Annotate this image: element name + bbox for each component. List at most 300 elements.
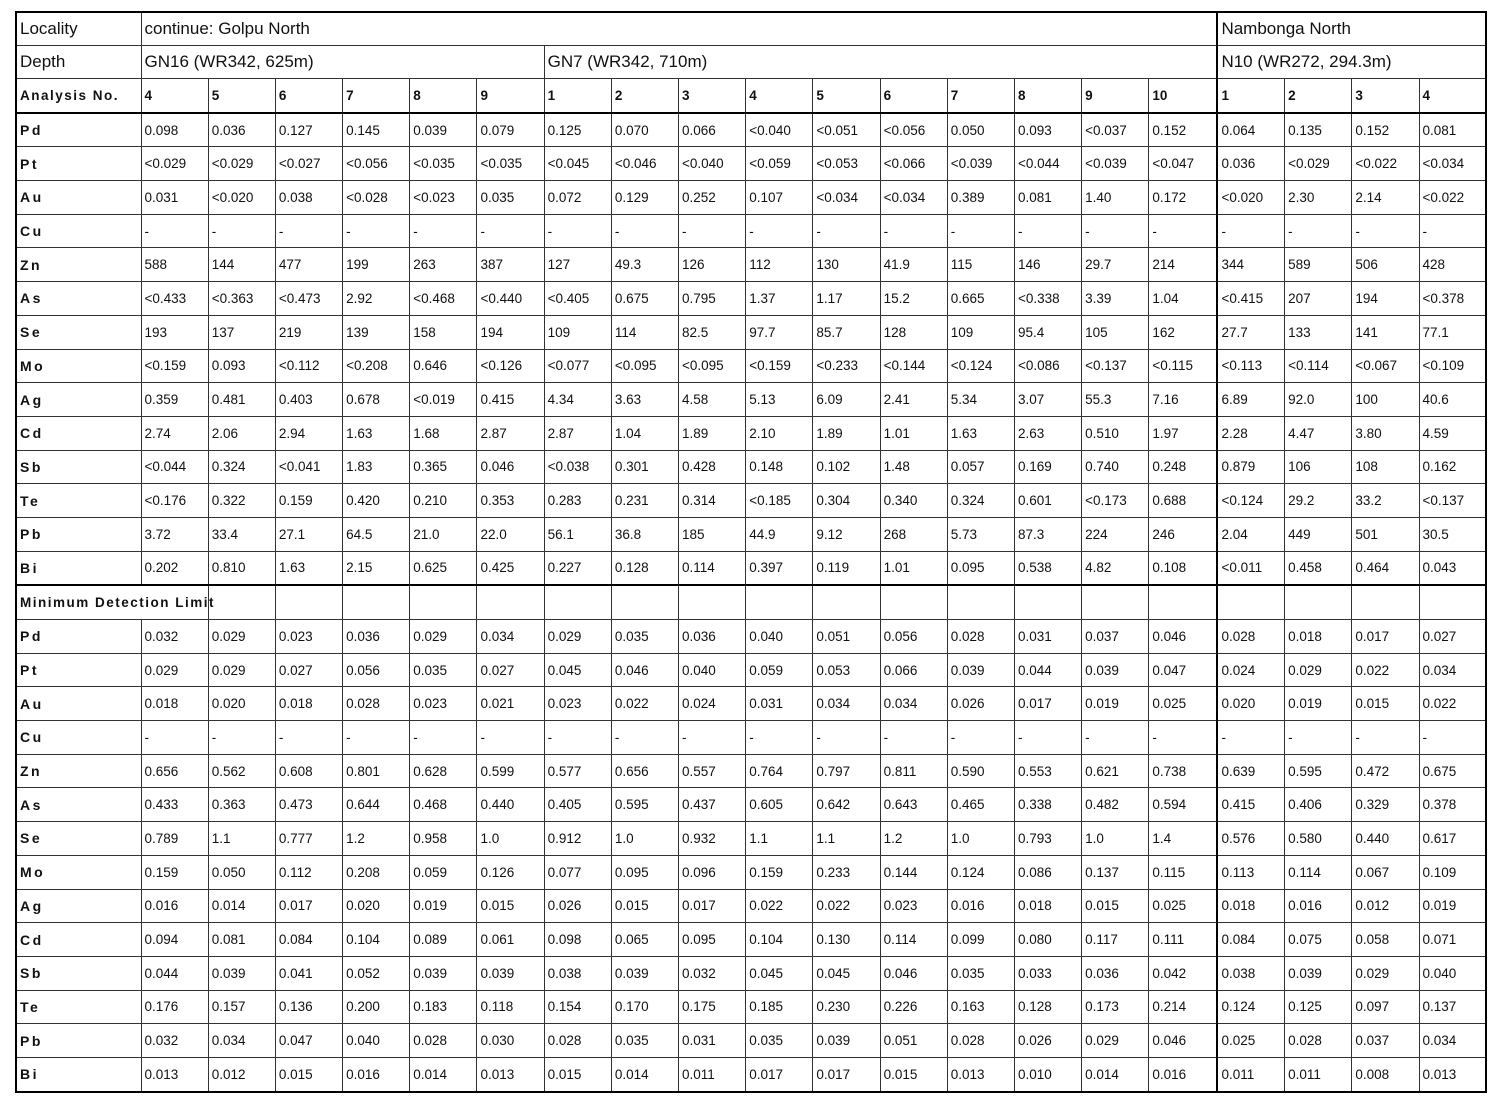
- analysis-number: 4: [746, 79, 813, 113]
- table-cell: <0.039: [947, 147, 1014, 181]
- table-cell: <0.112: [275, 349, 342, 383]
- table-cell: 0.016: [343, 1057, 410, 1091]
- table-cell: 0.029: [1082, 1024, 1149, 1058]
- table-cell: 0.045: [746, 956, 813, 990]
- table-cell: 0.029: [208, 653, 275, 687]
- table-cell: 0.159: [141, 855, 208, 889]
- table-cell: 0.026: [544, 889, 611, 923]
- table-cell: -: [410, 721, 477, 755]
- table-cell: 2.63: [1014, 416, 1081, 450]
- table-cell: 0.036: [1217, 147, 1284, 181]
- table-cell: 130: [813, 248, 880, 282]
- analysis-number: 4: [1419, 79, 1486, 113]
- table-cell: <0.433: [141, 282, 208, 316]
- table-cell: 2.04: [1217, 517, 1284, 551]
- table-cell: 0.071: [1419, 923, 1486, 957]
- table-cell: <0.059: [746, 147, 813, 181]
- table-cell: 0.024: [679, 687, 746, 721]
- table-cell: 0.124: [947, 855, 1014, 889]
- table-cell: 0.013: [947, 1057, 1014, 1091]
- table-cell: 2.41: [880, 383, 947, 417]
- table-cell: 0.019: [1082, 687, 1149, 721]
- table-cell: <0.473: [275, 282, 342, 316]
- table-cell: 0.067: [1352, 855, 1419, 889]
- table-cell: 0.112: [275, 855, 342, 889]
- table-cell: 0.015: [611, 889, 678, 923]
- table-cell: 56.1: [544, 517, 611, 551]
- table-cell: 0.011: [1285, 1057, 1352, 1091]
- table-cell: 0.042: [1149, 956, 1218, 990]
- table-cell: -: [611, 721, 678, 755]
- depth-label: Depth: [16, 46, 141, 79]
- table-cell: 0.066: [679, 113, 746, 147]
- table-cell: 0.023: [275, 620, 342, 654]
- element-label: Cd: [16, 416, 141, 450]
- table-cell: 1.63: [275, 551, 342, 585]
- table-cell: 0.022: [611, 687, 678, 721]
- table-cell: 214: [1149, 248, 1218, 282]
- table-cell: [746, 585, 813, 619]
- table-cell: 2.87: [544, 416, 611, 450]
- table-cell: 0.013: [477, 1057, 544, 1091]
- table-cell: 0.015: [1082, 889, 1149, 923]
- table-cell: 0.109: [1419, 855, 1486, 889]
- table-cell: <0.020: [208, 181, 275, 215]
- table-cell: -: [1285, 721, 1352, 755]
- element-label: Se: [16, 315, 141, 349]
- table-cell: -: [343, 721, 410, 755]
- table-cell: 0.013: [1419, 1057, 1486, 1091]
- table-cell: 0.034: [477, 620, 544, 654]
- table-cell: 1.01: [880, 551, 947, 585]
- analysis-number: 9: [477, 79, 544, 113]
- table-cell: <0.037: [1082, 113, 1149, 147]
- table-cell: [1285, 585, 1352, 619]
- table-cell: 2.14: [1352, 181, 1419, 215]
- table-cell: <0.029: [1285, 147, 1352, 181]
- analysis-number: 3: [1352, 79, 1419, 113]
- table-cell: 185: [679, 517, 746, 551]
- table-cell: 0.058: [1352, 923, 1419, 957]
- analysis-number: 3: [679, 79, 746, 113]
- table-cell: -: [1149, 214, 1218, 248]
- table-cell: -: [947, 214, 1014, 248]
- table-cell: 2.15: [343, 551, 410, 585]
- table-cell: 0.035: [477, 181, 544, 215]
- table-row: [16, 450, 1486, 484]
- table-cell: 0.144: [880, 855, 947, 889]
- table-cell: 4.59: [1419, 416, 1486, 450]
- table-cell: 0.013: [141, 1057, 208, 1091]
- element-label: Cd: [16, 923, 141, 957]
- table-cell: 0.029: [208, 620, 275, 654]
- table-cell: -: [1014, 721, 1081, 755]
- table-cell: 0.688: [1149, 484, 1218, 518]
- table-cell: 0.027: [477, 653, 544, 687]
- table-cell: 0.034: [880, 687, 947, 721]
- table-cell: 0.646: [410, 349, 477, 383]
- table-cell: <0.077: [544, 349, 611, 383]
- table-cell: -: [1419, 214, 1486, 248]
- table-cell: 263: [410, 248, 477, 282]
- table-cell: 0.231: [611, 484, 678, 518]
- table-cell: <0.051: [813, 113, 880, 147]
- table-cell: 0.329: [1352, 788, 1419, 822]
- table-cell: <0.044: [1014, 147, 1081, 181]
- table-cell: 0.064: [1217, 113, 1284, 147]
- table-cell: 0.557: [679, 754, 746, 788]
- table-row: [16, 416, 1486, 450]
- table-cell: <0.137: [1082, 349, 1149, 383]
- table-cell: 0.433: [141, 788, 208, 822]
- table-cell: 139: [343, 315, 410, 349]
- table-cell: 0.137: [1082, 855, 1149, 889]
- table-cell: -: [1082, 721, 1149, 755]
- table-cell: 0.050: [947, 113, 1014, 147]
- table-cell: 0.019: [1419, 889, 1486, 923]
- table-row: [16, 517, 1486, 551]
- table-cell: 22.0: [477, 517, 544, 551]
- table-cell: 0.353: [477, 484, 544, 518]
- table-cell: 0.059: [746, 653, 813, 687]
- table-cell: 0.437: [679, 788, 746, 822]
- table-row: [16, 923, 1486, 957]
- table-cell: [947, 585, 1014, 619]
- table-cell: 0.675: [611, 282, 678, 316]
- table-cell: 1.1: [746, 822, 813, 856]
- table-cell: 0.022: [746, 889, 813, 923]
- table-cell: 1.89: [813, 416, 880, 450]
- table-cell: 0.075: [1285, 923, 1352, 957]
- table-cell: 0.044: [141, 956, 208, 990]
- table-cell: 0.018: [1285, 620, 1352, 654]
- table-cell: 0.114: [679, 551, 746, 585]
- locality-golpu: continue: Golpu North: [141, 12, 1217, 46]
- table-cell: 1.0: [1082, 822, 1149, 856]
- element-label: Te: [16, 484, 141, 518]
- table-cell: 40.6: [1419, 383, 1486, 417]
- table-cell: -: [1419, 721, 1486, 755]
- table-cell: 0.114: [880, 923, 947, 957]
- table-cell: 246: [1149, 517, 1218, 551]
- table-cell: 0.047: [1149, 653, 1218, 687]
- table-cell: 0.117: [1082, 923, 1149, 957]
- table-cell: 2.10: [746, 416, 813, 450]
- table-cell: 0.018: [141, 687, 208, 721]
- table-cell: <0.124: [1217, 484, 1284, 518]
- table-cell: 0.789: [141, 822, 208, 856]
- analysis-number: 2: [611, 79, 678, 113]
- table-cell: -: [275, 721, 342, 755]
- table-cell: 0.012: [1352, 889, 1419, 923]
- table-cell: 0.628: [410, 754, 477, 788]
- table-cell: 0.031: [1014, 620, 1081, 654]
- table-cell: [410, 585, 477, 619]
- table-cell: 0.039: [947, 653, 1014, 687]
- table-cell: 0.008: [1352, 1057, 1419, 1091]
- table-cell: 0.028: [544, 1024, 611, 1058]
- table-cell: 0.053: [813, 653, 880, 687]
- table-cell: -: [208, 214, 275, 248]
- table-cell: <0.363: [208, 282, 275, 316]
- table-cell: 2.06: [208, 416, 275, 450]
- table-cell: <0.047: [1149, 147, 1218, 181]
- table-cell: 1.0: [947, 822, 1014, 856]
- table-cell: 4.34: [544, 383, 611, 417]
- table-cell: 9.12: [813, 517, 880, 551]
- table-cell: 2.28: [1217, 416, 1284, 450]
- table-cell: 0.118: [477, 990, 544, 1024]
- table-cell: <0.044: [141, 450, 208, 484]
- table-cell: 0.163: [947, 990, 1014, 1024]
- element-label: Pd: [16, 113, 141, 147]
- analysis-table: [15, 11, 1487, 1093]
- locality-nambonga: Nambonga North: [1217, 12, 1486, 46]
- table-cell: 0.015: [880, 1057, 947, 1091]
- table-cell: 0.018: [1217, 889, 1284, 923]
- table-cell: 0.039: [410, 113, 477, 147]
- table-cell: 0.017: [813, 1057, 880, 1091]
- table-cell: [679, 585, 746, 619]
- table-cell: 0.012: [208, 1057, 275, 1091]
- table-cell: <0.338: [1014, 282, 1081, 316]
- table-cell: <0.019: [410, 383, 477, 417]
- table-cell: 0.227: [544, 551, 611, 585]
- table-row: [16, 1057, 1486, 1091]
- table-cell: 0.016: [947, 889, 1014, 923]
- table-cell: 1.04: [611, 416, 678, 450]
- table-cell: 1.17: [813, 282, 880, 316]
- table-cell: 0.159: [746, 855, 813, 889]
- table-cell: 27.7: [1217, 315, 1284, 349]
- table-cell: [1419, 585, 1486, 619]
- table-cell: 0.621: [1082, 754, 1149, 788]
- table-row: [16, 788, 1486, 822]
- table-cell: 0.061: [477, 923, 544, 957]
- analysis-label: Analysis No.: [16, 79, 141, 113]
- element-label: As: [16, 788, 141, 822]
- table-cell: -: [477, 214, 544, 248]
- table-row: [16, 214, 1486, 248]
- table-cell: 0.175: [679, 990, 746, 1024]
- table-cell: 0.562: [208, 754, 275, 788]
- table-cell: 1.63: [343, 416, 410, 450]
- table-cell: <0.034: [813, 181, 880, 215]
- table-cell: 0.932: [679, 822, 746, 856]
- table-cell: 0.099: [947, 923, 1014, 957]
- table-row: [16, 687, 1486, 721]
- table-cell: 0.599: [477, 754, 544, 788]
- table-cell: <0.159: [746, 349, 813, 383]
- table-cell: 0.644: [343, 788, 410, 822]
- table-cell: 0.340: [880, 484, 947, 518]
- table-cell: 1.40: [1082, 181, 1149, 215]
- table-cell: <0.405: [544, 282, 611, 316]
- table-cell: 0.032: [141, 1024, 208, 1058]
- table-cell: 0.051: [813, 620, 880, 654]
- table-cell: -: [813, 721, 880, 755]
- table-cell: 0.026: [1014, 1024, 1081, 1058]
- table-cell: <0.468: [410, 282, 477, 316]
- table-cell: 0.030: [477, 1024, 544, 1058]
- table-cell: 0.675: [1419, 754, 1486, 788]
- table-cell: 2.30: [1285, 181, 1352, 215]
- table-cell: 33.4: [208, 517, 275, 551]
- table-row: [16, 484, 1486, 518]
- table-cell: [813, 585, 880, 619]
- table-cell: 0.018: [275, 687, 342, 721]
- table-cell: 501: [1352, 517, 1419, 551]
- element-label: Se: [16, 822, 141, 856]
- table-cell: 27.1: [275, 517, 342, 551]
- table-cell: 0.324: [208, 450, 275, 484]
- analysis-number: 5: [208, 79, 275, 113]
- table-cell: 0.617: [1419, 822, 1486, 856]
- table-cell: 100: [1352, 383, 1419, 417]
- table-cell: 0.044: [1014, 653, 1081, 687]
- table-cell: 0.738: [1149, 754, 1218, 788]
- locality-row: [16, 12, 1486, 46]
- table-cell: <0.046: [611, 147, 678, 181]
- table-cell: 0.084: [275, 923, 342, 957]
- table-cell: 137: [208, 315, 275, 349]
- table-cell: 0.108: [1149, 551, 1218, 585]
- table-cell: 0.811: [880, 754, 947, 788]
- table-cell: <0.056: [880, 113, 947, 147]
- element-label: Bi: [16, 1057, 141, 1091]
- table-cell: 0.035: [611, 620, 678, 654]
- table-cell: 0.425: [477, 551, 544, 585]
- table-cell: 6.09: [813, 383, 880, 417]
- table-cell: 0.428: [679, 450, 746, 484]
- table-cell: <0.053: [813, 147, 880, 181]
- table-cell: 1.89: [679, 416, 746, 450]
- table-cell: [1217, 585, 1284, 619]
- analysis-number: 10: [1149, 79, 1218, 113]
- table-cell: 0.046: [1149, 620, 1218, 654]
- table-cell: 128: [880, 315, 947, 349]
- table-row: [16, 990, 1486, 1024]
- table-cell: -: [679, 214, 746, 248]
- table-cell: 158: [410, 315, 477, 349]
- table-cell: 0.405: [544, 788, 611, 822]
- table-cell: <0.066: [880, 147, 947, 181]
- table-cell: 0.322: [208, 484, 275, 518]
- element-label: Sb: [16, 450, 141, 484]
- table-cell: 0.338: [1014, 788, 1081, 822]
- table-cell: 0.027: [275, 653, 342, 687]
- table-row: [16, 181, 1486, 215]
- table-cell: 0.029: [544, 620, 611, 654]
- table-cell: 1.1: [208, 822, 275, 856]
- table-cell: 95.4: [1014, 315, 1081, 349]
- locality-label: Locality: [16, 12, 141, 46]
- table-cell: 0.011: [679, 1057, 746, 1091]
- table-cell: 1.4: [1149, 822, 1218, 856]
- table-cell: 0.014: [611, 1057, 678, 1091]
- table-cell: 0.027: [1419, 620, 1486, 654]
- table-cell: 1.2: [880, 822, 947, 856]
- table-cell: <0.038: [544, 450, 611, 484]
- table-row: [16, 147, 1486, 181]
- table-cell: 0.079: [477, 113, 544, 147]
- table-cell: <0.114: [1285, 349, 1352, 383]
- analysis-number: 6: [880, 79, 947, 113]
- element-label: Sb: [16, 956, 141, 990]
- element-label: Zn: [16, 248, 141, 282]
- table-cell: 0.041: [275, 956, 342, 990]
- table-cell: 1.68: [410, 416, 477, 450]
- table-cell: <0.233: [813, 349, 880, 383]
- table-cell: 1.83: [343, 450, 410, 484]
- table-cell: 2.94: [275, 416, 342, 450]
- table-cell: -: [746, 721, 813, 755]
- table-cell: <0.035: [477, 147, 544, 181]
- table-cell: <0.124: [947, 349, 1014, 383]
- table-cell: <0.022: [1352, 147, 1419, 181]
- table-cell: 0.040: [1419, 956, 1486, 990]
- table-cell: -: [343, 214, 410, 248]
- table-cell: 3.63: [611, 383, 678, 417]
- table-cell: 506: [1352, 248, 1419, 282]
- table-cell: 0.015: [544, 1057, 611, 1091]
- table-cell: <0.113: [1217, 349, 1284, 383]
- table-cell: 0.465: [947, 788, 1014, 822]
- table-row: [16, 653, 1486, 687]
- table-row: [16, 113, 1486, 147]
- table-cell: 2.87: [477, 416, 544, 450]
- table-cell: 92.0: [1285, 383, 1352, 417]
- table-row: [16, 282, 1486, 316]
- table-cell: 0.642: [813, 788, 880, 822]
- table-cell: <0.115: [1149, 349, 1218, 383]
- table-cell: <0.020: [1217, 181, 1284, 215]
- table-cell: 0.066: [880, 653, 947, 687]
- table-cell: 29.2: [1285, 484, 1352, 518]
- table-cell: 0.039: [208, 956, 275, 990]
- table-cell: [1014, 585, 1081, 619]
- table-cell: 5.13: [746, 383, 813, 417]
- table-cell: <0.022: [1419, 181, 1486, 215]
- table-cell: 0.172: [1149, 181, 1218, 215]
- table-cell: -: [1014, 214, 1081, 248]
- table-cell: 194: [477, 315, 544, 349]
- table-cell: <0.095: [679, 349, 746, 383]
- table-cell: 0.639: [1217, 754, 1284, 788]
- table-cell: 0.034: [208, 1024, 275, 1058]
- table-cell: 21.0: [410, 517, 477, 551]
- table-cell: 0.415: [1217, 788, 1284, 822]
- table-cell: 0.036: [679, 620, 746, 654]
- table-cell: 0.093: [1014, 113, 1081, 147]
- table-cell: 0.029: [1352, 956, 1419, 990]
- table-cell: <0.173: [1082, 484, 1149, 518]
- table-row: [16, 620, 1486, 654]
- table-cell: [1082, 585, 1149, 619]
- table-cell: 29.7: [1082, 248, 1149, 282]
- table-cell: 0.038: [544, 956, 611, 990]
- table-cell: 0.031: [679, 1024, 746, 1058]
- table-cell: 0.810: [208, 551, 275, 585]
- table-cell: 49.3: [611, 248, 678, 282]
- element-label: Mo: [16, 349, 141, 383]
- table-cell: 0.086: [1014, 855, 1081, 889]
- table-row: [16, 1024, 1486, 1058]
- table-cell: 33.2: [1352, 484, 1419, 518]
- element-label: Ag: [16, 383, 141, 417]
- table-cell: 0.015: [477, 889, 544, 923]
- table-cell: 0.021: [477, 687, 544, 721]
